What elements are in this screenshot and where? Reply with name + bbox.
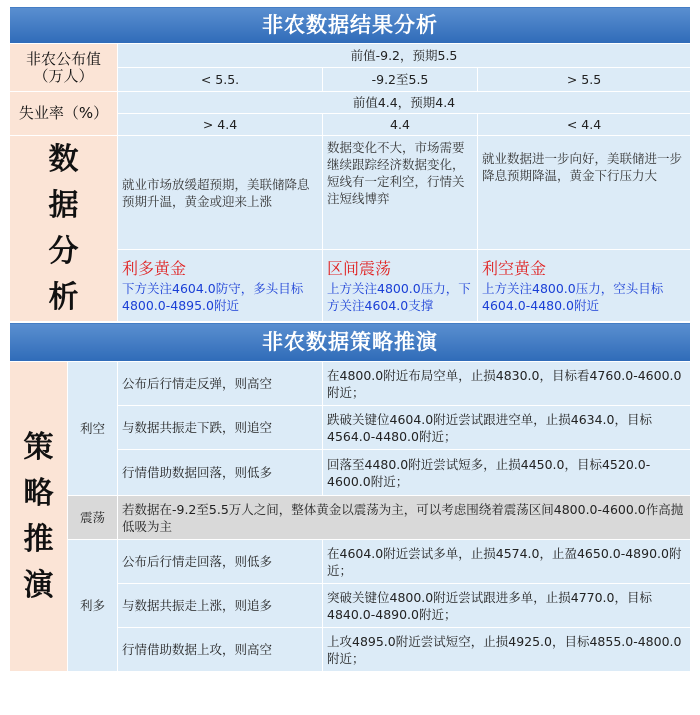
bullish-plan: 突破关键位4800.0附近尝试跟进多单，止损4770.0，目标4840.0-4890.0附近； — [323, 584, 691, 628]
range-plan: 若数据在-9.2至5.5万人之间，整体黄金以震荡为主，可以考虑围绕着震荡区间4800.0-4600.0作高抛低吸为主 — [118, 496, 691, 540]
bullish-label: 利多 — [68, 540, 118, 672]
nfp-range: > 5.5 — [478, 68, 691, 92]
bearish-plan: 跌破关键位4604.0附近尝试跟进空单，止损4634.0，目标4564.0-4480.0附近； — [323, 406, 691, 450]
levels-range: 上方关注4800.0压力，下方关注4604.0支撑 — [327, 280, 471, 313]
verdict-bullish: 利多黄金 — [122, 258, 187, 278]
strategy-side-label: 策略推演 — [10, 362, 68, 672]
section1-title: 非农数据结果分析 — [10, 7, 691, 44]
bearish-scenario: 行情借助数据回落，则低多 — [118, 450, 323, 496]
bearish-plan: 在4800.0附近布局空单，止损4830.0，目标看4760.0-4600.0附近； — [323, 362, 691, 406]
nfp-range: -9.2至5.5 — [323, 68, 478, 92]
analysis-desc-bearish: 就业数据进一步向好，美联储进一步降息预期降温，黄金下行压力大 — [478, 136, 691, 250]
bullish-scenario: 与数据共振走上涨，则追多 — [118, 584, 323, 628]
verdict-bearish: 利空黄金 — [482, 258, 547, 278]
analysis-label: 数据分析 — [10, 136, 118, 322]
unemployment-range: > 4.4 — [118, 114, 323, 136]
bearish-label: 利空 — [68, 362, 118, 496]
strategy-sheet — [9, 6, 690, 672]
bullish-scenario: 公布后行情走回落，则低多 — [118, 540, 323, 584]
unemployment-range: 4.4 — [323, 114, 478, 136]
nfp-label: 非农公布值（万人） — [10, 44, 118, 92]
unemployment-context: 前值4.4，预期4.4 — [118, 92, 691, 114]
nfp-context: 前值-9.2，预期5.5 — [118, 44, 691, 68]
analysis-desc-range: 数据变化不大，市场需要继续跟踪经济数据变化，短线有一定利空，行情关注短线博弈 — [323, 136, 478, 250]
nfp-range: < 5.5. — [118, 68, 323, 92]
bearish-scenario: 与数据共振走下跌，则追空 — [118, 406, 323, 450]
range-label: 震荡 — [68, 496, 118, 540]
section2-title: 非农数据策略推演 — [10, 323, 691, 362]
analysis-range-cell — [323, 250, 478, 322]
bearish-scenario: 公布后行情走反弹，则高空 — [118, 362, 323, 406]
unemployment-range: < 4.4 — [478, 114, 691, 136]
bullish-scenario: 行情借助数据上攻，则高空 — [118, 628, 323, 672]
verdict-range: 区间震荡 — [327, 258, 392, 278]
unemployment-label: 失业率（%） — [10, 92, 118, 136]
levels-bullish: 下方关注4604.0防守，多头目标4800.0-4895.0附近 — [122, 280, 304, 313]
strategy-table — [9, 322, 691, 672]
levels-bearish: 上方关注4800.0压力，空头目标4604.0-4480.0附近 — [482, 280, 664, 313]
bearish-plan: 回落至4480.0附近尝试短多，止损4450.0，目标4520.0-4600.0附近； — [323, 450, 691, 496]
bullish-plan: 上攻4895.0附近尝试短空，止损4925.0，目标4855.0-4800.0附近； — [323, 628, 691, 672]
analysis-desc-bullish: 就业市场放缓超预期，美联储降息预期升温，黄金或迎来上涨 — [118, 136, 323, 250]
analysis-bearish-cell — [478, 250, 691, 322]
analysis-bullish-cell — [118, 250, 323, 322]
bullish-plan: 在4604.0附近尝试多单，止损4574.0，止盈4650.0-4890.0附近； — [323, 540, 691, 584]
results-table — [9, 6, 691, 322]
